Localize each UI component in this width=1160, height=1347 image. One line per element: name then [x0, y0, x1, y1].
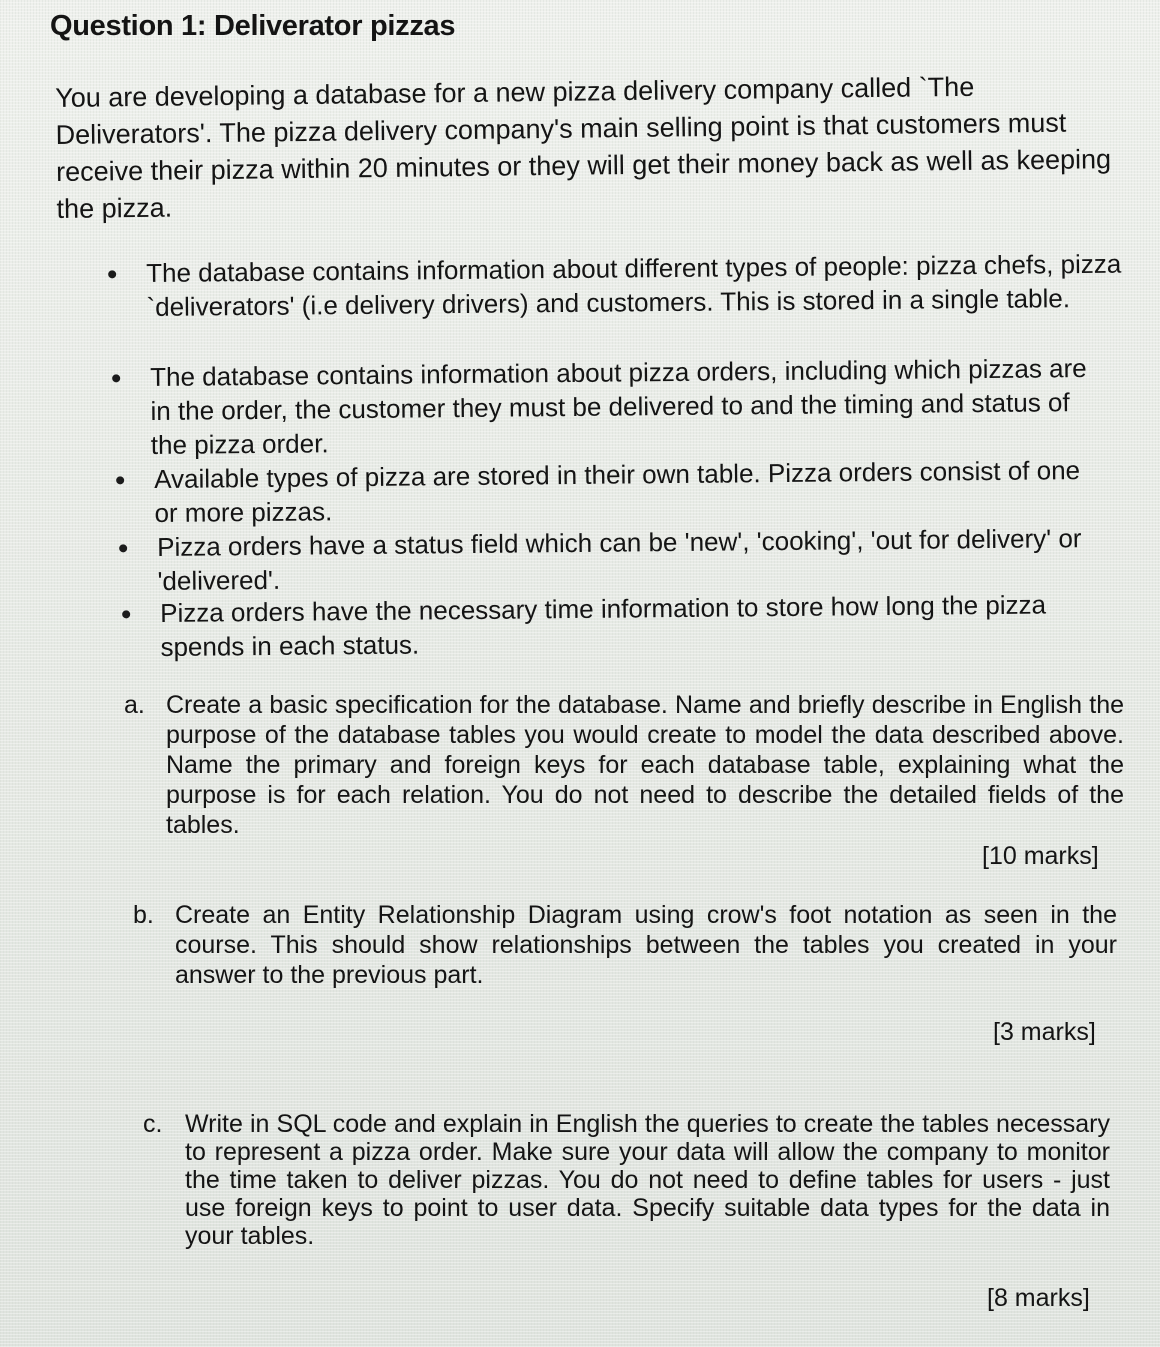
part-b	[133, 900, 1117, 990]
bullet-icon	[122, 610, 130, 618]
part-text: Create a basic specification for the database. Name and briefly describe in English the purpose of the database tables you would create to model the data described above. Name the primary and foreign keys for each database table, explaining what the purpose is for each relation. You do not need to describe the detailed fields of the tables.	[166, 691, 1124, 839]
intro-paragraph: You are developing a database for a new pizza delivery company called `The Deliverators'. The pizza delivery company's main selling point is that customers must receive their pizza within 20 minutes or they will get their money back as well as keeping the pizza.	[55, 71, 1112, 224]
part-label: b.	[133, 901, 154, 929]
list-item-text: The database contains information about pizza orders, including which pizzas are in the order, the customer they must be delivered to and the timing and status of the pizza order.	[150, 353, 1087, 460]
bullet-icon	[108, 270, 116, 278]
part-text: Create an Entity Relationship Diagram using crow's foot notation as seen in the course. This should show relationships between the tables you created in your answer to the previous part.	[175, 901, 1117, 989]
list-item	[160, 587, 1106, 664]
part-a	[124, 690, 1124, 840]
question-title: Question 1: Deliverator pizzas	[50, 10, 456, 42]
list-item-text: Pizza orders have a status field which can be 'new', 'cooking', 'out for delivery' or 'delivered'.	[157, 523, 1082, 596]
list-item-text: Pizza orders have the necessary time information to store how long the pizza spends in each status.	[160, 589, 1047, 662]
list-item-text: Available types of pizza are stored in their own table. Pizza orders consist of one or more pizzas.	[154, 455, 1081, 528]
marks-label: [10 marks]	[982, 842, 1099, 870]
list-item	[157, 521, 1118, 598]
part-text: Write in SQL code and explain in English the queries to create the tables necessary to represent a pizza order. Make sure your data will allow the company to monitor the time taken to deliver pizzas. You do not need to define tables for users - just use foreign keys to point to user data. Specify suitable data types for the data in your tables.	[185, 1110, 1110, 1250]
bullet-icon	[119, 544, 127, 552]
marks-label: [3 marks]	[993, 1018, 1096, 1046]
bullet-icon	[112, 374, 120, 382]
marks-label: [8 marks]	[987, 1284, 1090, 1312]
bullet-icon	[116, 476, 124, 484]
list-item	[150, 351, 1113, 462]
list-item	[146, 247, 1132, 324]
list-item	[154, 453, 1105, 530]
list-item-text: The database contains information about different types of people: pizza chefs, pizza `deliverators' (i.e delivery drivers) and customers. This is stored in a single table.	[146, 248, 1122, 322]
part-label: a.	[124, 691, 145, 719]
part-c	[143, 1110, 1110, 1250]
part-label: c.	[143, 1110, 163, 1138]
